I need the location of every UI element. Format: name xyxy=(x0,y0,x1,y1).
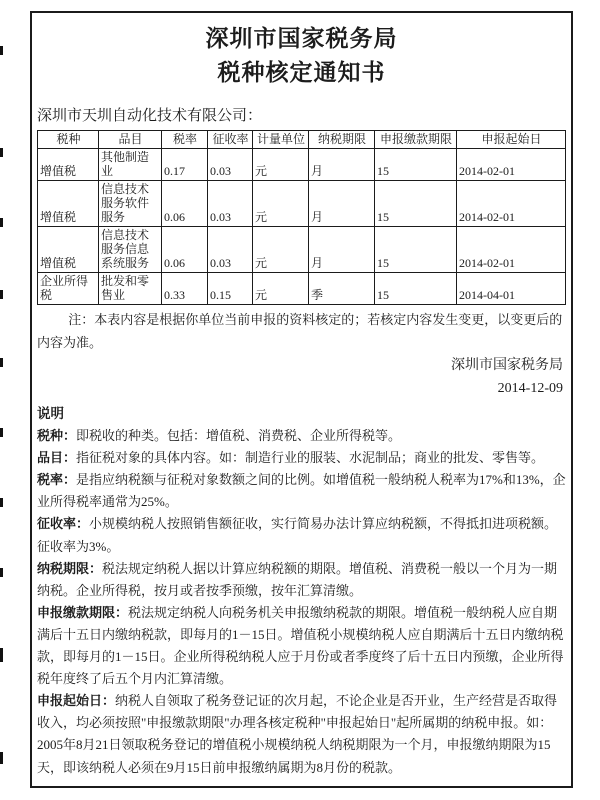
cell-payment-deadline: 15 xyxy=(375,273,457,305)
glossary-heading: 说明 xyxy=(37,406,64,421)
page-title: 深圳市国家税务局 xyxy=(205,26,398,51)
cell-payment-deadline: 15 xyxy=(375,149,457,181)
cell-unit: 元 xyxy=(253,181,309,227)
glossary-term: 申报起始日： xyxy=(37,693,116,709)
cell-tax-rate: 0.06 xyxy=(162,227,208,273)
glossary-term: 征收率： xyxy=(37,516,90,532)
signature-date: 2014-12-09 xyxy=(497,381,563,396)
glossary-definition: 税法规定纳税人据以计算应纳税额的期限。增值税、消费税一般以一个月为一期纳税。企业所得税，按月或者按季预缴，按年汇算清缴。 xyxy=(37,560,558,598)
glossary-definition: 税法规定纳税人向税务机关申报缴纳税款的期限。增值税一般纳税人应自期满后十五日内缴纳税款，即每月的1－15日。增值税小规模纳税人应自期满后十五日内缴纳税款，即每月的1－15日。企业所得税纳税人应于月份或者季度终了后十五日内预缴，企业所得税年度终了后五个月内汇算清缴。 xyxy=(37,604,564,687)
cell-tax-period: 月 xyxy=(309,149,375,181)
glossary-item xyxy=(37,447,566,469)
cell-tax-type: 增值税 xyxy=(38,227,99,273)
table-row xyxy=(38,227,566,273)
col-header-tax-type: 税种 xyxy=(38,131,99,149)
col-header-unit: 计量单位 xyxy=(253,131,309,149)
glossary-item xyxy=(37,690,566,778)
glossary-term: 申报缴款期限： xyxy=(37,604,129,620)
glossary-term: 品目： xyxy=(37,450,77,466)
cell-tax-type: 企业所得税 xyxy=(38,273,99,305)
scan-artifact xyxy=(0,46,3,55)
col-header-start-date: 申报起始日 xyxy=(457,131,566,149)
tax-verification-table xyxy=(37,130,566,305)
cell-tax-rate: 0.17 xyxy=(162,149,208,181)
scan-artifact xyxy=(0,218,3,227)
scan-artifact xyxy=(0,752,3,764)
cell-tax-type: 增值税 xyxy=(38,181,99,227)
glossary-term: 纳税期限： xyxy=(37,560,103,576)
scan-artifact xyxy=(0,568,3,577)
cell-item: 信息技术服务信息系统服务 xyxy=(99,227,162,273)
cell-start-date: 2014-02-01 xyxy=(457,227,566,273)
table-row xyxy=(38,273,566,305)
scan-artifact xyxy=(0,498,3,507)
cell-tax-type: 增值税 xyxy=(38,149,99,181)
glossary-definition: 即税收的种类。包括：增值税、消费税、企业所得税等。 xyxy=(76,428,402,444)
note-paragraph: 注：本表内容是根据你单位当前申报的资料核定的；若核定内容发生变更，以变更后的内容为准。 xyxy=(37,312,563,350)
cell-start-date: 2014-02-01 xyxy=(457,149,566,181)
col-header-item: 品目 xyxy=(99,131,162,149)
cell-unit: 元 xyxy=(253,273,309,305)
glossary-definition: 小规模纳税人按照销售额征收，实行简易办法计算应纳税额，不得抵扣进项税额。征收率为3%。 xyxy=(37,516,558,554)
glossary-term: 税种： xyxy=(37,428,77,444)
cell-levy-rate: 0.03 xyxy=(208,149,253,181)
scan-artifact xyxy=(0,358,3,367)
glossary-definition: 纳税人自领取了税务登记证的次月起，不论企业是否开业，生产经营是否取得收入，均必须按照"申报缴款期限"办理各核定税种"申报起始日"起所属期的纳税申报。如：2005年8月21日领取税务登记的增值税小规模纳税人纳税期限为一个月，申报缴纳期限为15天，即该纳税人必须在9月15日前申报缴纳属期为8月份的税款。 xyxy=(37,693,558,775)
col-header-tax-period: 纳税期限 xyxy=(309,131,375,149)
cell-payment-deadline: 15 xyxy=(375,227,457,273)
glossary-item xyxy=(37,602,566,690)
cell-tax-period: 月 xyxy=(309,181,375,227)
cell-levy-rate: 0.03 xyxy=(208,227,253,273)
cell-levy-rate: 0.03 xyxy=(208,181,253,227)
cell-unit: 元 xyxy=(253,227,309,273)
table-row xyxy=(38,149,566,181)
cell-tax-rate: 0.06 xyxy=(162,181,208,227)
scan-artifact xyxy=(0,648,3,662)
glossary-definition: 是指应纳税额与征税对象数额之间的比例。如增值税一般纳税人税率为17%和13%，企业所得税率通常为25%。 xyxy=(37,472,566,510)
cell-item: 信息技术服务软件服务 xyxy=(99,181,162,227)
scan-artifact xyxy=(0,148,3,157)
cell-tax-period: 月 xyxy=(309,227,375,273)
col-header-levy-rate: 征收率 xyxy=(208,131,253,149)
col-header-payment-deadline: 申报缴款期限 xyxy=(375,131,457,149)
glossary-item xyxy=(37,425,566,447)
cell-item: 其他制造业 xyxy=(99,149,162,181)
scan-artifact xyxy=(0,428,3,437)
glossary-definition: 指征税对象的具体内容。如：制造行业的服装、水泥制品；商业的批发、零售等。 xyxy=(76,450,545,466)
table-row xyxy=(38,181,566,227)
glossary-item xyxy=(37,469,566,513)
glossary-section xyxy=(37,403,566,779)
scan-artifact xyxy=(0,290,3,299)
notice-page xyxy=(30,11,573,788)
signature-org: 深圳市国家税务局 xyxy=(451,358,563,373)
cell-tax-rate: 0.33 xyxy=(162,273,208,305)
recipient-line: 深圳市天圳自动化技术有限公司： xyxy=(37,108,263,124)
glossary-term: 税率： xyxy=(37,472,77,488)
cell-payment-deadline: 15 xyxy=(375,181,457,227)
cell-levy-rate: 0.15 xyxy=(208,273,253,305)
cell-start-date: 2014-02-01 xyxy=(457,181,566,227)
cell-start-date: 2014-04-01 xyxy=(457,273,566,305)
cell-item: 批发和零售业 xyxy=(99,273,162,305)
glossary-item xyxy=(37,513,566,557)
glossary-item xyxy=(37,558,566,602)
col-header-tax-rate: 税率 xyxy=(162,131,208,149)
page-subtitle: 税种核定通知书 xyxy=(217,60,386,85)
cell-tax-period: 季 xyxy=(309,273,375,305)
cell-unit: 元 xyxy=(253,149,309,181)
table-header-row xyxy=(38,131,566,149)
